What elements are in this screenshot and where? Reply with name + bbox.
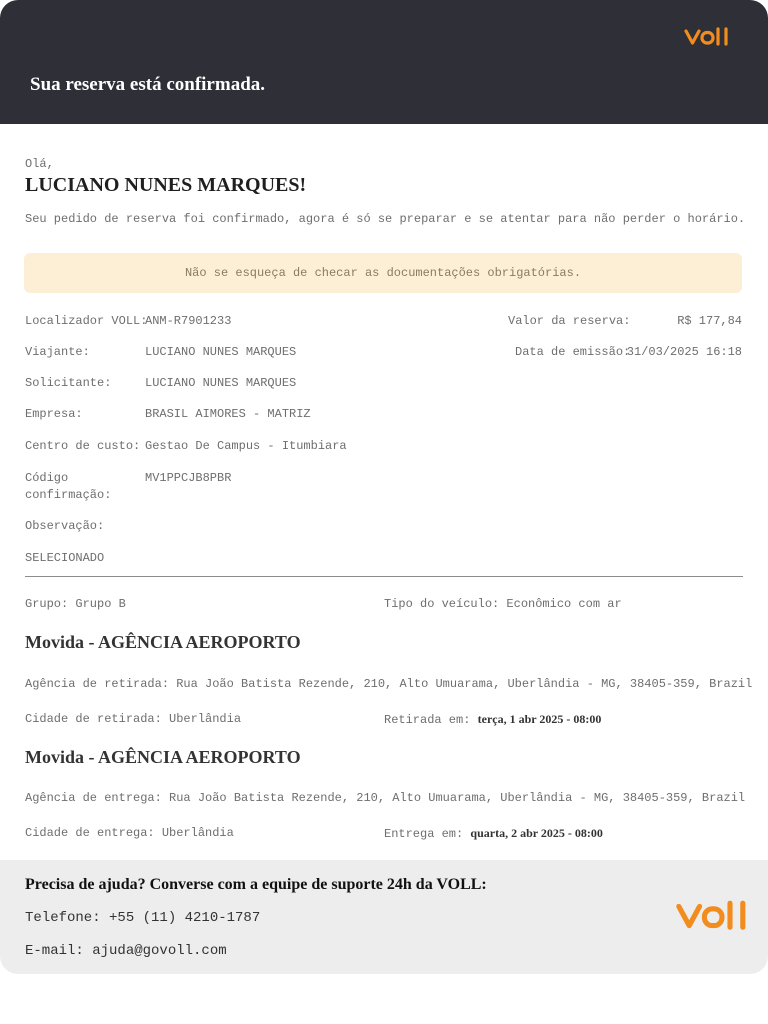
- dropoff-when: [384, 826, 603, 841]
- support-email[interactable]: E-mail: ajuda@govoll.com: [25, 943, 227, 959]
- emissao-label: Data de emissão:: [515, 345, 631, 359]
- intro-text: Seu pedido de reserva foi confirmado, agora é só se preparar e se atentar para não perder o horário.: [25, 212, 746, 226]
- codigo-label-line2: confirmação:: [25, 488, 112, 502]
- pickup-agency-title: Movida - AGÊNCIA AEROPORTO: [25, 632, 301, 652]
- status-text: SELECIONADO: [25, 551, 105, 565]
- valor-label: Valor da reserva:: [508, 314, 631, 328]
- codigo-label-line1: Código: [25, 471, 69, 485]
- solicitante-label: Solicitante:: [25, 376, 112, 390]
- divider: [25, 576, 743, 577]
- page-title: Sua reserva está confirmada.: [30, 74, 266, 95]
- dropoff-address: Agência de entrega: Rua João Batista Rezende, 210, Alto Umuarama, Uberlândia - MG, 38405-359, Brazil: [25, 791, 746, 805]
- viajante-label: Viajante:: [25, 345, 90, 359]
- valor-value: R$ 177,84: [677, 314, 742, 328]
- documents-alert: Não se esqueça de checar as documentações obrigatórias.: [24, 253, 742, 293]
- traveler-name: LUCIANO NUNES MARQUES!: [25, 174, 307, 196]
- centro-custo-label: Centro de custo:: [25, 439, 141, 453]
- reservation-content: [0, 124, 768, 860]
- help-text: Precisa de ajuda? Converse com a equipe de suporte 24h da VOLL:: [25, 876, 487, 893]
- voll-logo-footer: [674, 900, 754, 932]
- viajante-value: LUCIANO NUNES MARQUES: [145, 345, 297, 359]
- localizador-value: ANM-R7901233: [145, 314, 232, 328]
- solicitante-value: LUCIANO NUNES MARQUES: [145, 376, 297, 390]
- dropoff-when-label: Entrega em:: [384, 827, 464, 841]
- codigo-value: MV1PPCJB8PBR: [145, 471, 232, 485]
- voll-logo: [684, 27, 732, 47]
- vehicle-group: Grupo: Grupo B: [25, 597, 126, 611]
- empresa-value: BRASIL AIMORES - MATRIZ: [145, 407, 311, 421]
- support-phone[interactable]: Telefone: +55 (11) 4210-1787: [25, 910, 261, 926]
- pickup-city: Cidade de retirada: Uberlândia: [25, 712, 242, 726]
- support-footer: [0, 860, 768, 974]
- observacao-label: Observação:: [25, 519, 105, 533]
- greeting-hello: Olá,: [25, 157, 54, 171]
- centro-custo-value: Gestao De Campus - Itumbiara: [145, 439, 347, 453]
- dropoff-agency-title: Movida - AGÊNCIA AEROPORTO: [25, 747, 301, 767]
- pickup-address: Agência de retirada: Rua João Batista Rezende, 210, Alto Umuarama, Uberlândia - MG, 38405-359, Brazil: [25, 677, 753, 691]
- dropoff-when-value: quarta, 2 abr 2025 - 08:00: [470, 826, 603, 840]
- header: [0, 0, 768, 124]
- pickup-when-label: Retirada em:: [384, 713, 471, 727]
- vehicle-type: Tipo do veículo: Econômico com ar: [384, 597, 622, 611]
- emissao-value: 31/03/2025 16:18: [626, 345, 742, 359]
- pickup-when: [384, 712, 601, 727]
- localizador-label: Localizador VOLL:: [25, 314, 148, 328]
- pickup-when-value: terça, 1 abr 2025 - 08:00: [477, 712, 602, 726]
- dropoff-city: Cidade de entrega: Uberlândia: [25, 826, 234, 840]
- empresa-label: Empresa:: [25, 407, 83, 421]
